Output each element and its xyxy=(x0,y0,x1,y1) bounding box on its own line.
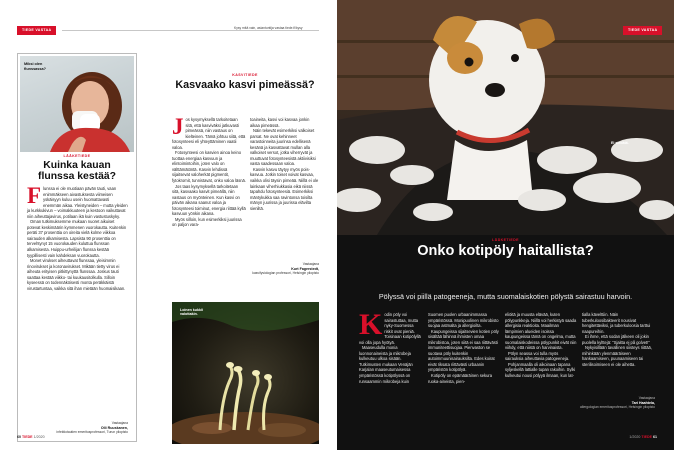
plant-paragraph: toaineita, kasvi voi kasvaa jonkin aikaa pimeässä. xyxy=(250,117,310,128)
plant-dropcap: J xyxy=(172,114,184,139)
dust-paragraph: Nykyisillään tavallinen siisteys riittää, mihinkään ylenmääräiseen hankaamiseen, puunaamiseen tai sterilisoimiseen ei ole aihetta. xyxy=(582,345,652,367)
plant-sign-title: Vastaajana xyxy=(302,262,319,266)
dust-column-1 xyxy=(359,308,423,384)
plant-signature xyxy=(230,262,319,276)
flu-sign-name: Olli Ruuskanen, xyxy=(100,425,128,430)
dust-sign-role: allergologian emeritusprofessori, Helsingin yliopisto xyxy=(580,405,655,410)
dust-paragraph: Pölyn seassa voi tulla myös sairauksia aiheuttavia patogeeneja. xyxy=(505,350,570,362)
plant-kicker: KASVITIEDE xyxy=(232,73,258,77)
dust-paragraph: Maaseudulla monia luonnonaineista ja mikrobeja kulkeutuu ulkoa sisään. Tutkimusten mukaan Venäjän Karjalan maaseutumaisessa ympäristössä kotipölyssä on runsaammin mikrobeja kuin xyxy=(359,345,413,384)
flu-dropcap: F xyxy=(27,183,42,208)
dust-paragraph: tialla kävelttiin. Näin tuberkuloosibakteerit nousivat hengitettäviksi, ja tuberkuloosia tarttui naapureihin. xyxy=(582,312,651,334)
flu-body xyxy=(27,183,128,291)
plant-sign-name: Kurt Fagerstedt, xyxy=(291,266,319,271)
flu-sign-role: infektiotautien emeritusprofessori, Turun yliopisto xyxy=(56,430,128,435)
right-page xyxy=(337,0,674,450)
plant-paragraph: Jos taas kysymyksellä tarkoitetaan sitä, kasvaako kasvit pimeällä, niin vastaus on myönteinen. Kun kasvi on päivän aikana saanut valoa ja fotosynteesi toiminut, energia riittää kyllä kasvuun yönkin aikana. xyxy=(172,183,246,217)
section-tag-left: TIEDE VASTAA xyxy=(17,26,56,35)
photo-question: Miksi olen flunssassa? xyxy=(24,62,46,71)
plant-paragraph: Kasvin kasvu täytyy myös poiskasvua. Jotkin toiset voivat kasvaa, vaikka olisi täysin pimeää. Niillä ei ole lainkaan viherhiukkasia eikä niissä tapahdu fotosynteesiä. Esimerkiksi mäntykukka saa ravintonsa toisilta mänyn juurissa ja juurissa elävilta sieniltä. xyxy=(250,166,319,211)
left-page-number: 60 xyxy=(17,435,21,439)
cold-woman-photo xyxy=(20,56,134,152)
plant-column-1 xyxy=(172,114,246,228)
right-footer-brand: TIEDE xyxy=(641,435,652,439)
dust-column-4 xyxy=(582,312,654,367)
left-footer xyxy=(17,435,45,439)
plant-column-2 xyxy=(250,117,320,211)
dust-sign-name: Tari Haahtela, xyxy=(631,400,655,405)
flu-headline: Kuinka kauan flunssa kestää? xyxy=(38,160,116,183)
right-page-number: 61 xyxy=(653,435,657,439)
header-rule xyxy=(62,30,319,31)
flu-paragraph: Monet virukset aiheuttavat flunssaa, yleisimmin rinovirukset ja koronavirukset. Mikään tietty virus ei aiheuta erityisen pitkittynyttä flunssaa. Joskus tauti saattaa kestää viikko- tai kuukausitolkulla. Silloin kyseessä on todennäköisesti monta peräkkäistä virustartuntaa, vaikka sitä ihan mietään huomaisikaan. xyxy=(27,258,126,291)
dust-column-2 xyxy=(428,312,500,384)
flu-paragraph: lunssa ei ole muotiaan pävän tauti, vaan enimmäkseen aivastuksesta viimeisen yskäisyyn kuluu usein huomattavasti enemmän aikaa. Yleistyneiden – mutta yleiden ja kurkkukivun – voimakkuuteen ja kestoon vaikuttavat niin aiheuttajavirus, potilaan ikä kuin vastustuskyky. xyxy=(27,186,128,219)
dust-paragraph: Ei ihme, että sodan jälkeen oli jokin puolella kylttejä: "Sjaitta ej på golvet!" xyxy=(582,334,650,345)
plant-paragraph: os kysymyksellä tarkoitetaan sitä, että kasviväksi jatkuvasti pimeässä, niin vastaus on kielteinen. Tämä johtuu siitä, että fotosynteesi eli yhteyttäminen vaatii valoa. xyxy=(172,117,246,150)
flu-article-box xyxy=(17,53,137,442)
dog-illustration xyxy=(337,0,674,235)
dust-paragraph: eliöitä ja muusta elävää, kuten pölypunkkeja. Niillä voi herkistyä saada allergisia reaktioita. Maailman lämpimien alueiden isoissa kaupungeissa tämä on ongelma, mutta suomalaiskodeissa pölypunkit eivät niin viihdy, että niistä on harvinaista. xyxy=(505,312,577,351)
dust-paragraph: Kotipöly on epämääräinen sekura ruoka-aineista, pien- xyxy=(428,373,492,384)
plant-headline: Kasvaako kasvi pimeässä? xyxy=(175,79,315,91)
right-footer-issue: 1/2020 xyxy=(629,435,641,439)
dust-paragraph: Suomen puolen urbaanimmassa ympäristössä. Monipuolinen mikrobisto suojaa astmalta ja allergioilta. xyxy=(428,312,499,329)
section-tag-right: TIEDE VASTAA xyxy=(623,26,662,35)
right-footer xyxy=(629,435,657,439)
dust-paragraph: Kaupungeissa sijaitsevien kotien pöly sisältää lähinnä ihmisten omaa mikrobistoa, joten siitä ei saa riittävästi immuniteettisuojaa. Pienvaston se suotava pöly kuitenkin autoimmuunisairauksilta. Edes koirat eivät riksata riittävästi urbaanin ympäristön kotipölyä. xyxy=(428,328,499,373)
header-note: Kysy mitä vain, asiantuntija vastaa tiede.fi/kysy xyxy=(234,26,303,30)
mushroom-illustration xyxy=(172,302,319,444)
dust-paragraph: Pohjanmaalla oli aikoinaan tapana syljeskellä lattialle tupan rakoihin. Sylki kulkeutui nousi pölyyä ilmaan, kun lat- xyxy=(505,361,576,379)
plant-paragraph: Fotosynteesi on kasvien ainoa keino tuottaa energiaa kasvuun ja elintoimintoihin, joten valo on välttämätöntä. Kasvin lehdissä sijaitsevat valoherkät pigmentit, fytokromit, tunnistavat, onko valoa läsnä. xyxy=(172,150,246,184)
plant-paragraph: Näin tekevät esimerkiksi valkoiset parsat. Ne ovat kehinneet varastoinneita juurinsa edellisenä kesänä ja kasvattavat mullan alla valkoiset versot, jotka viherryvät ja muuttuvat fotosynteesistä aktiivisiksi vasta saadessaan valoa. xyxy=(250,128,316,167)
flu-kicker: LÄÄKETIEDE xyxy=(63,154,91,158)
plant-paragraph: Myös silloin, kun esimerkiksi juurissa on paljon vara- xyxy=(172,216,242,228)
dust-column-3 xyxy=(505,312,577,379)
dust-sign-title: Vastaajana xyxy=(638,396,655,400)
mushroom-caption: Loinen kukkii valottakin. xyxy=(180,308,203,317)
dog-photo-caption: Ei siedätä. xyxy=(611,141,629,145)
dust-subheadline: Pölyssä voi piillä patogeeneja, mutta suomalaiskotien pölystä sairastuu harvoin. xyxy=(378,292,633,301)
flu-paragraph: Oman tutkimuksemme mukaan nuoret aikuiset potevat keskimäärin kymmenen vuorokautta. Kuitenkin peräti 37 prosenttia on oireita vielä kolme viikkoa sairauden alkamisesta. Lapsista 90 prosenttia on tervehtynyt 15 vuorokauden kuluttua flunssan alkamisesta. Huippu-urheilijan flunssa kestää tyypillisesti vain kahdeksan vuorokautta. xyxy=(27,219,127,258)
dust-headline: Onko kotipöly haitallista? xyxy=(417,243,594,259)
dust-kicker: LÄÄKETIEDE xyxy=(492,238,519,242)
left-footer-issue: 1/2020 xyxy=(33,435,45,439)
dog-photo xyxy=(337,0,674,235)
dust-paragraph: odin pöly voi sairastuttaa, mutta nyky-Suomessa riskit ovat pieniä. Toisinaan kotipölyllä voi olla jopa hyötyä. xyxy=(359,312,421,345)
mushroom-photo xyxy=(172,302,319,444)
flu-sign-title: Vastaajana xyxy=(111,421,128,425)
dust-signature xyxy=(569,396,655,410)
dust-dropcap: K xyxy=(359,308,383,341)
left-footer-brand: TIEDE xyxy=(22,435,33,439)
flu-signature xyxy=(38,421,128,435)
plant-sign-role: kasvifysiologian professori, Helsingin yliopisto xyxy=(252,271,319,276)
